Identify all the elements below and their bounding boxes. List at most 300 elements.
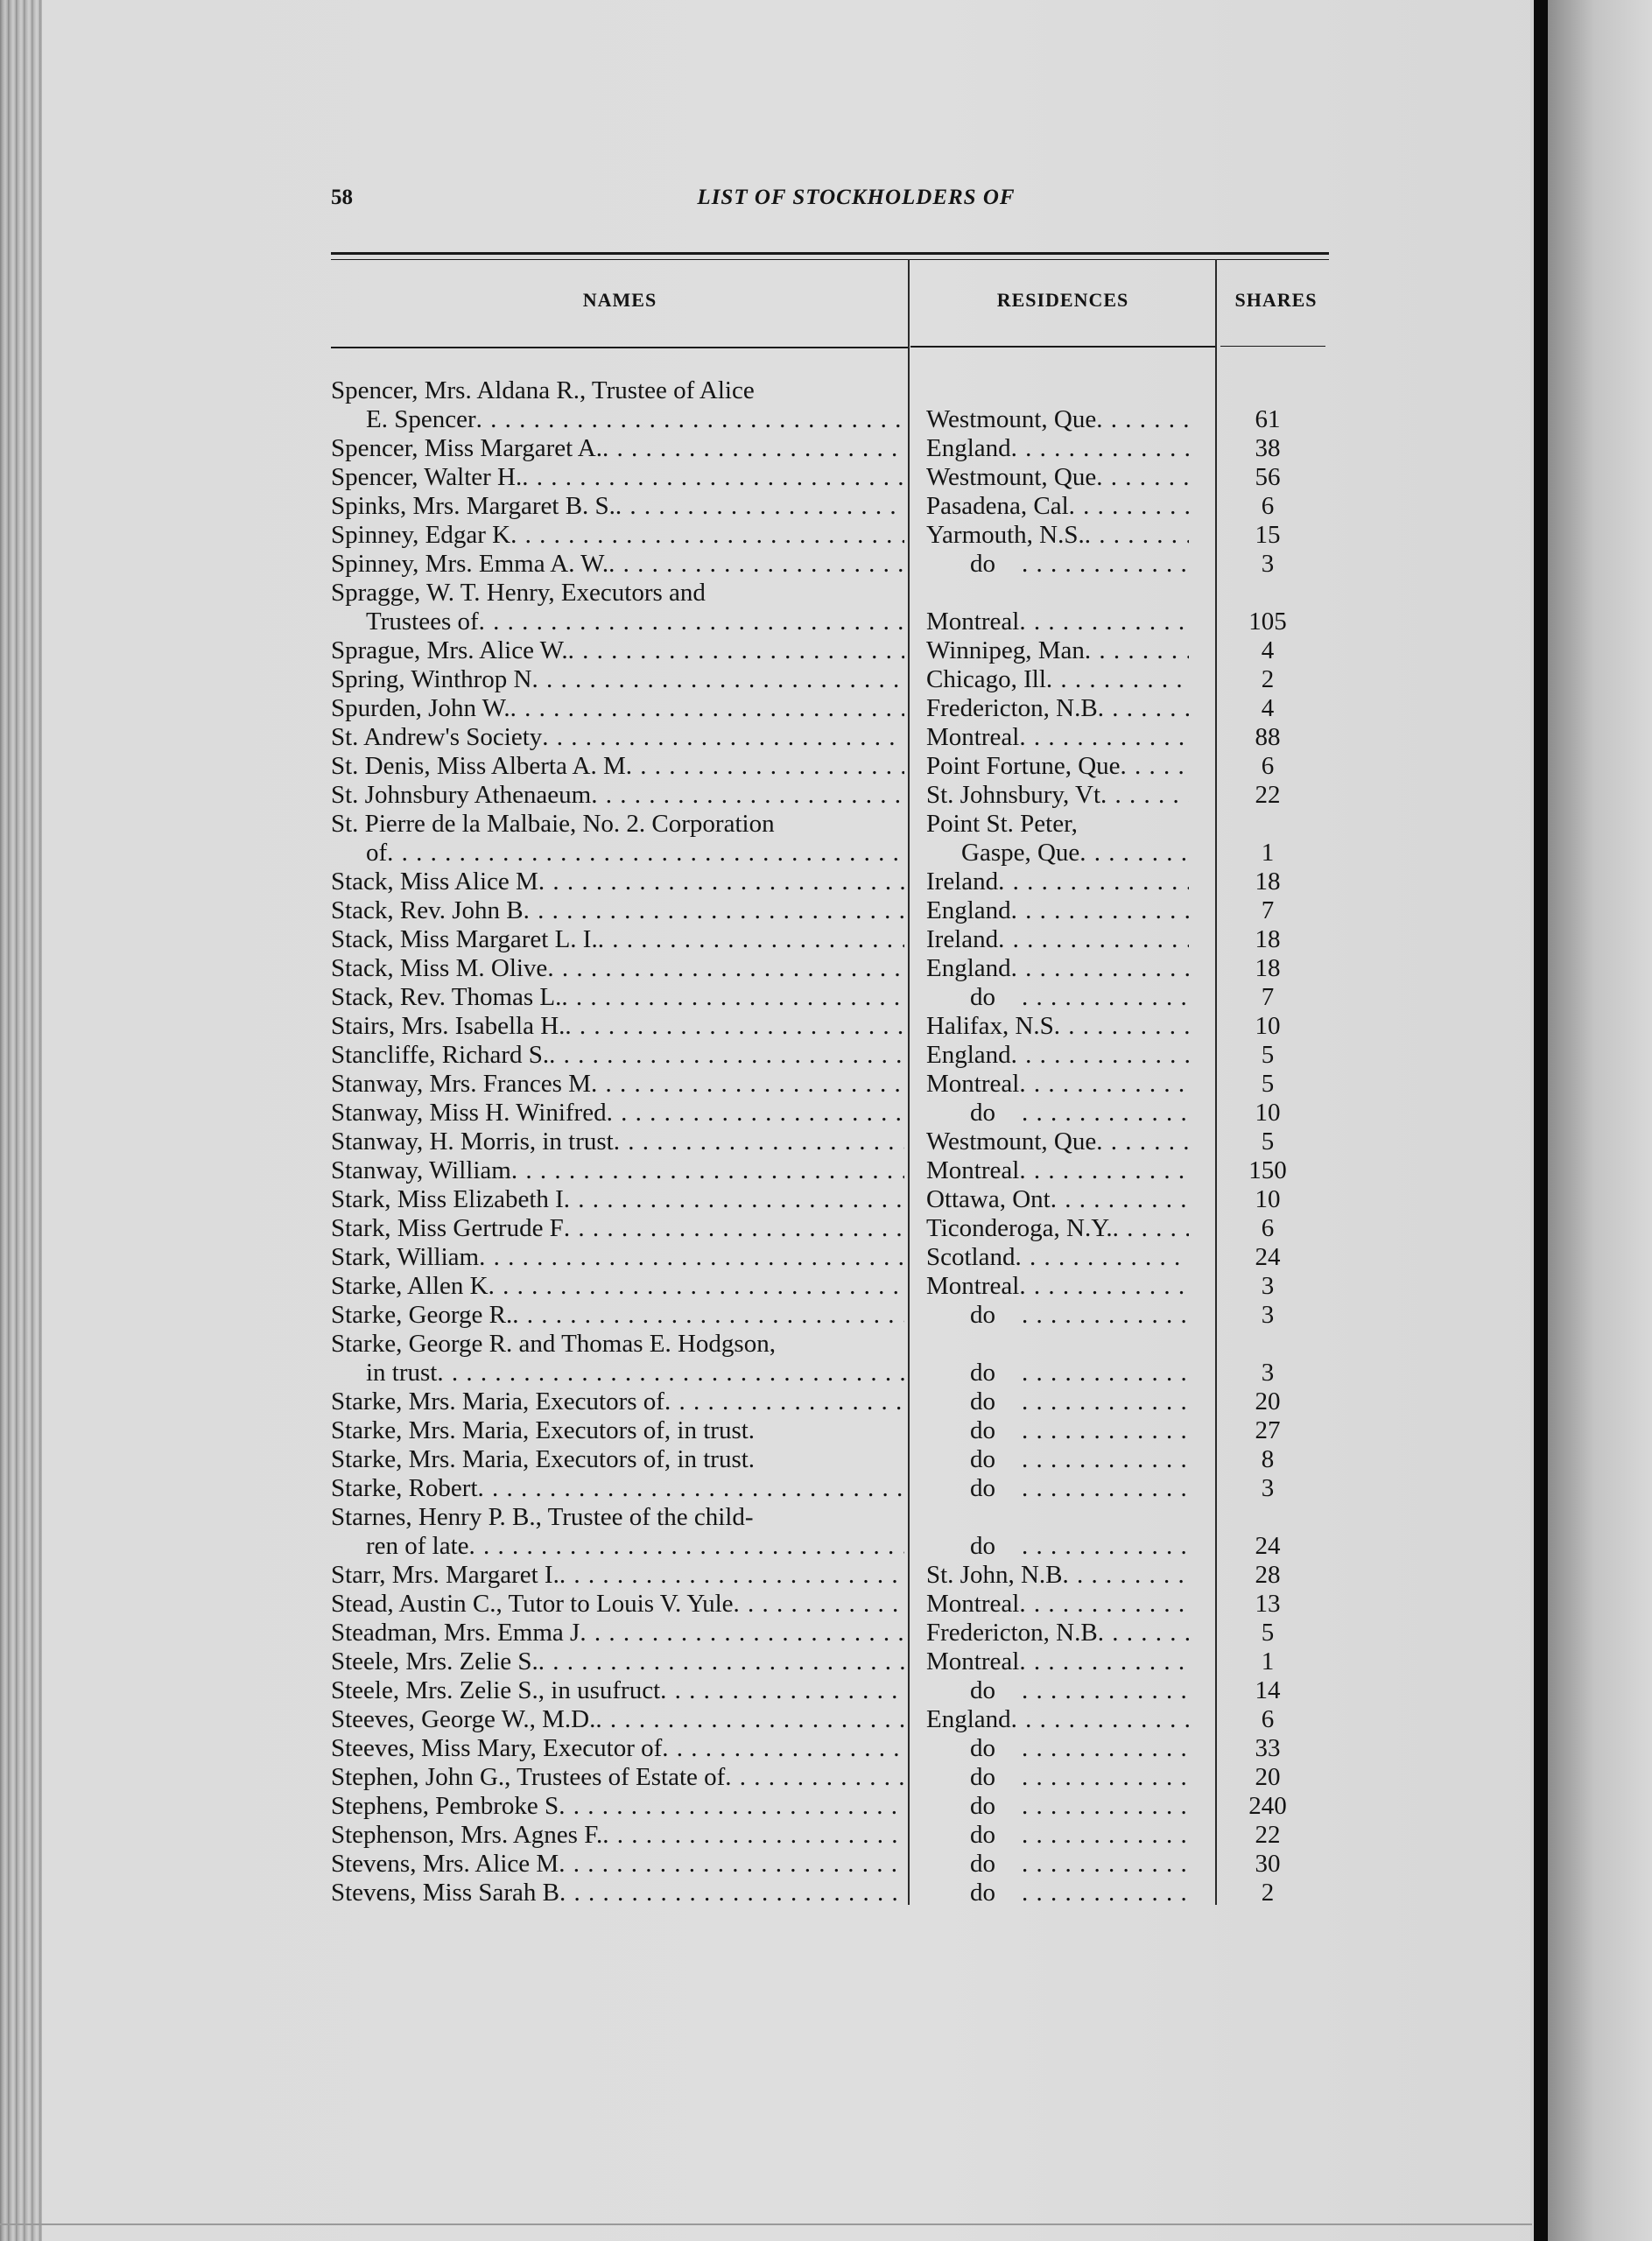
stockholder-residence (926, 1416, 1189, 1445)
dot-leader (1069, 492, 1189, 521)
dot-leader (1046, 665, 1189, 694)
dot-leader (608, 550, 904, 579)
page-bottom-edge (0, 2223, 1532, 2225)
shares-value: 5 (1261, 1041, 1275, 1069)
dot-leader (591, 1070, 904, 1099)
dot-leader (1011, 1705, 1189, 1734)
shares-value: 14 (1255, 1676, 1281, 1704)
dot-leader (510, 694, 904, 723)
stockholder-name-text: St. Andrew's Society (331, 723, 543, 751)
shares-value: 2 (1261, 665, 1275, 693)
stockholder-name (331, 1330, 904, 1359)
dot-leader (524, 896, 904, 925)
stockholder-name (331, 1705, 904, 1734)
residence-text: England (926, 954, 1011, 982)
residence-text: do (970, 1445, 995, 1473)
stockholder-name-text: Stanway, H. Morris, in trust (331, 1128, 614, 1156)
residence-text: Montreal (926, 1272, 1020, 1300)
residence-text: Montreal (926, 608, 1020, 636)
dot-leader (1019, 723, 1189, 752)
stockholder-name-text: Starnes, Henry P. B., Trustee of the child- (331, 1503, 754, 1531)
dot-leader (1022, 1850, 1189, 1879)
adjacent-page (1548, 0, 1652, 2241)
dot-leader (1011, 896, 1189, 925)
stockholder-name-text: Stephenson, Mrs. Agnes F. (331, 1821, 603, 1849)
stockholder-name-text: Stack, Miss M. Olive (331, 954, 548, 982)
stockholder-residence (926, 839, 1189, 868)
shares-value: 27 (1255, 1416, 1281, 1444)
shares-value: 13 (1255, 1590, 1281, 1618)
running-title: LIST OF STOCKHOLDERS OF (697, 186, 1016, 209)
table-row (331, 1214, 1333, 1243)
stockholder-residence (926, 1070, 1189, 1099)
dot-leader (660, 1676, 904, 1705)
stockholder-name (331, 781, 904, 810)
stockholder-name-text: Stark, Miss Elizabeth I (331, 1185, 564, 1213)
dot-leader (626, 752, 904, 781)
dot-leader (387, 839, 904, 868)
table-row (331, 579, 1333, 608)
residence-text: do (970, 1734, 995, 1762)
residence-text: Westmount, Que (926, 463, 1097, 491)
dot-leader (522, 463, 904, 492)
table-row (331, 983, 1333, 1012)
stockholder-residence (926, 810, 1189, 839)
stockholder-residence (926, 1128, 1189, 1156)
shares-value: 28 (1255, 1561, 1281, 1589)
stockholder-name-text: Stevens, Mrs. Alice M (331, 1850, 559, 1878)
dot-leader (489, 1272, 904, 1301)
table-row (331, 492, 1333, 521)
stockholder-name-text: Stephens, Pembroke S (331, 1792, 559, 1820)
table-row (331, 1445, 1333, 1474)
shares-value: 5 (1261, 1619, 1275, 1647)
dot-leader (1022, 1532, 1189, 1561)
stockholder-name (331, 954, 904, 983)
stockholder-name (331, 1734, 904, 1763)
stockholder-residence (926, 1214, 1189, 1243)
stockholder-residence (926, 896, 1189, 925)
dot-leader (662, 1734, 904, 1763)
stockholder-name-text: Starke, Robert (331, 1474, 478, 1502)
dot-leader (1019, 1272, 1189, 1301)
residence-text: England (926, 1041, 1011, 1069)
dot-leader (1019, 1590, 1189, 1619)
stockholder-residence (926, 954, 1189, 983)
table-row (331, 1590, 1333, 1619)
stockholder-name (331, 1590, 904, 1619)
shares-value: 15 (1255, 521, 1281, 549)
table-row (331, 1330, 1333, 1359)
stockholder-name (331, 579, 904, 608)
stockholder-name (331, 1416, 904, 1445)
dot-leader (469, 1532, 904, 1561)
table-row (331, 694, 1333, 723)
dot-leader (1011, 954, 1189, 983)
stockholder-name (331, 1070, 904, 1099)
stockholder-name (331, 1850, 904, 1879)
page-header (331, 186, 1329, 221)
stockholder-name (331, 376, 904, 405)
dot-leader (559, 1850, 904, 1879)
stockholder-residence (926, 1156, 1189, 1185)
shares-value: 7 (1261, 983, 1275, 1011)
residence-text: Montreal (926, 723, 1020, 751)
stockholder-name-text: Stack, Rev. Thomas L. (331, 983, 562, 1011)
stockholder-name (331, 608, 904, 636)
stockholder-name (331, 1272, 904, 1301)
stockholder-name (331, 1474, 904, 1503)
page-number: 58 (331, 186, 353, 209)
shares-value: 1 (1261, 839, 1275, 867)
dot-leader (511, 1156, 904, 1185)
dot-leader (542, 723, 904, 752)
stockholder-name (331, 868, 904, 896)
stockholder-residence (926, 463, 1189, 492)
stockholder-name-text: St. Pierre de la Malbaie, No. 2. Corporation (331, 810, 775, 838)
residence-text: Ottawa, Ont (926, 1185, 1051, 1213)
shares-value: 3 (1261, 1301, 1275, 1329)
shares-value: 22 (1255, 1821, 1281, 1849)
header-rule-shares (1220, 346, 1325, 347)
stockholder-residence (926, 1532, 1189, 1561)
stockholder-name (331, 1243, 904, 1272)
residence-text: do (970, 1532, 995, 1560)
dot-leader (734, 1590, 904, 1619)
residence-text: Gaspe, Que (961, 839, 1080, 867)
table-row (331, 434, 1333, 463)
residence-text: do (970, 1387, 995, 1416)
stockholder-residence (926, 434, 1189, 463)
table-row (331, 463, 1333, 492)
residence-text: do (970, 1301, 995, 1329)
dot-leader (1022, 1734, 1189, 1763)
stockholder-name (331, 1359, 904, 1387)
dot-leader (559, 1879, 904, 1907)
stockholder-name-text: Starke, Mrs. Maria, Executors of, in trust. (331, 1416, 756, 1444)
shares-value: 10 (1255, 1099, 1281, 1127)
shares-value: 4 (1261, 694, 1275, 722)
dot-leader (664, 1387, 904, 1416)
residence-text: do (970, 1359, 995, 1387)
stockholder-name (331, 810, 904, 839)
stockholder-residence (926, 1099, 1189, 1128)
stockholder-residence (926, 723, 1189, 752)
table-row (331, 1243, 1333, 1272)
stockholder-name-text: Steele, Mrs. Zelie S., in usufruct (331, 1676, 661, 1704)
stockholder-residence (926, 1012, 1189, 1041)
table-row (331, 839, 1333, 868)
dot-leader (1121, 752, 1189, 781)
table-row (331, 1012, 1333, 1041)
stockholder-residence (926, 1590, 1189, 1619)
stockholder-residence (926, 1792, 1189, 1821)
dot-leader (476, 405, 904, 434)
stockholder-name (331, 925, 904, 954)
dot-leader (1054, 1012, 1189, 1041)
shares-value: 33 (1255, 1734, 1281, 1762)
dot-leader (580, 1619, 904, 1647)
stockholder-residence (926, 1243, 1189, 1272)
shares-value: 3 (1261, 550, 1275, 578)
residence-text: St. Johnsbury, Vt (926, 781, 1101, 809)
stockholder-name (331, 1561, 904, 1590)
dot-leader (1022, 1445, 1189, 1474)
shares-value: 38 (1255, 434, 1281, 462)
stockholder-residence (926, 492, 1189, 521)
table-row (331, 1041, 1333, 1070)
stockholder-name (331, 463, 904, 492)
stockholder-residence (926, 1387, 1189, 1416)
stockholder-residence (926, 521, 1189, 550)
stockholder-residence (926, 694, 1189, 723)
table-row (331, 896, 1333, 925)
residence-text: Pasadena, Cal (926, 492, 1069, 520)
dot-leader (1022, 1359, 1189, 1387)
stockholder-name (331, 1792, 904, 1821)
stockholder-name (331, 839, 904, 868)
stockholder-name (331, 1387, 904, 1416)
table-row (331, 1070, 1333, 1099)
stockholder-name (331, 1619, 904, 1647)
table-row (331, 376, 1333, 405)
dot-leader (568, 636, 904, 665)
table-row (331, 868, 1333, 896)
dot-leader (1085, 521, 1189, 550)
stockholder-name-text: Stancliffe, Richard S. (331, 1041, 550, 1069)
stockholder-residence (926, 1647, 1189, 1676)
shares-value: 8 (1261, 1445, 1275, 1473)
stockholder-residence (926, 1705, 1189, 1734)
stockholder-name (331, 1012, 904, 1041)
dot-leader (547, 954, 904, 983)
dot-leader (1022, 1474, 1189, 1503)
stockholder-name-text: Stairs, Mrs. Isabella H. (331, 1012, 566, 1040)
table-row (331, 1301, 1333, 1330)
stockholder-name-text: Spencer, Mrs. Aldana R., Trustee of Alice (331, 376, 755, 404)
dot-leader (998, 868, 1189, 896)
stockholder-name (331, 983, 904, 1012)
dot-leader (1019, 1156, 1189, 1185)
book-binding-edge (0, 0, 42, 2241)
residence-text: Ireland (926, 868, 999, 896)
dot-leader (1022, 1676, 1189, 1705)
residence-text: Montreal (926, 1156, 1020, 1184)
table-row (331, 1561, 1333, 1590)
stockholder-name (331, 492, 904, 521)
residence-text: Westmount, Que (926, 405, 1097, 433)
residence-text: do (970, 1416, 995, 1444)
dot-leader (549, 1041, 904, 1070)
table-row (331, 723, 1333, 752)
stockholder-residence (926, 781, 1189, 810)
stockholder-name (331, 752, 904, 781)
stockholder-name-text: Stanway, Miss H. Winifred (331, 1099, 607, 1127)
dot-leader (478, 1474, 904, 1503)
table-row (331, 1792, 1333, 1821)
shares-value: 7 (1261, 896, 1275, 924)
stockholder-name-text: Steeves, Miss Mary, Executor of (331, 1734, 663, 1762)
shares-value: 10 (1255, 1185, 1281, 1213)
table-row (331, 665, 1333, 694)
table-row (331, 1099, 1333, 1128)
stockholder-name-text: Starke, Mrs. Maria, Executors of (331, 1387, 664, 1416)
stockholder-name-text: Starke, Mrs. Maria, Executors of, in trust. (331, 1445, 756, 1473)
table-row (331, 1879, 1333, 1907)
residence-text: Montreal (926, 1647, 1020, 1675)
residence-text: Fredericton, N.B (926, 1619, 1098, 1647)
stockholder-name-text: Spinney, Edgar K (331, 521, 511, 549)
dot-leader (437, 1359, 904, 1387)
shares-value: 18 (1255, 954, 1281, 982)
residence-text: St. John, N.B (926, 1561, 1063, 1589)
residence-text: England (926, 434, 1011, 462)
residence-text: Ticonderoga, N.Y. (926, 1214, 1113, 1242)
stockholder-name-text: Spurden, John W. (331, 694, 510, 722)
dot-leader (1096, 405, 1189, 434)
shares-value: 2 (1261, 1879, 1275, 1907)
stockholder-name-text: Stevens, Miss Sarah B (331, 1879, 559, 1907)
stockholder-name (331, 665, 904, 694)
residence-text: do (970, 550, 995, 578)
stockholder-name (331, 1128, 904, 1156)
dot-leader (538, 868, 904, 896)
shares-value: 6 (1261, 752, 1275, 780)
shares-value: 30 (1255, 1850, 1281, 1878)
stockholder-name (331, 1647, 904, 1676)
stockholder-name (331, 1532, 904, 1561)
residence-text: Montreal (926, 1070, 1020, 1098)
residence-text: do (970, 1474, 995, 1502)
residence-text: Winnipeg, Man (926, 636, 1085, 664)
table-row (331, 405, 1333, 434)
shares-value: 22 (1255, 781, 1281, 809)
stockholder-name-text: Starr, Mrs. Margaret I. (331, 1561, 559, 1589)
table-row (331, 1763, 1333, 1792)
dot-leader (602, 1821, 904, 1850)
dot-leader (615, 492, 904, 521)
dot-leader (602, 434, 904, 463)
stockholder-residence (926, 1619, 1189, 1647)
table-row (331, 1821, 1333, 1850)
stockholder-residence (926, 1821, 1189, 1850)
dot-leader (1019, 1647, 1189, 1676)
dot-leader (561, 983, 904, 1012)
shares-value: 10 (1255, 1012, 1281, 1040)
residence-text: do (970, 983, 995, 1011)
table-row (331, 1416, 1333, 1445)
stockholder-name-text: Spragge, W. T. Henry, Executors and (331, 579, 706, 607)
dot-leader (1022, 983, 1189, 1012)
stockholder-name (331, 1301, 904, 1330)
dot-leader (1096, 463, 1189, 492)
table-row (331, 1503, 1333, 1532)
dot-leader (538, 1647, 904, 1676)
stockholder-name (331, 550, 904, 579)
top-rule-thin (331, 259, 1329, 260)
stockholder-table (331, 376, 1333, 1907)
stockholder-name (331, 405, 904, 434)
dot-leader (1011, 434, 1189, 463)
shares-value: 6 (1261, 1705, 1275, 1733)
stockholder-name-text: Steele, Mrs. Zelie S. (331, 1647, 538, 1675)
column-header-names: NAMES (582, 289, 657, 311)
stockholder-residence (926, 1041, 1189, 1070)
table-row (331, 1647, 1333, 1676)
dot-leader (1022, 1301, 1189, 1330)
stockholder-name (331, 694, 904, 723)
stockholder-residence (926, 550, 1189, 579)
stockholder-name-text: Stanway, William (331, 1156, 511, 1184)
stockholder-name-text: St. Denis, Miss Alberta A. M (331, 752, 626, 780)
table-row (331, 550, 1333, 579)
column-header-shares: SHARES (1234, 289, 1318, 311)
dot-leader (1098, 1619, 1189, 1647)
dot-leader (614, 1128, 904, 1156)
residence-text: do (970, 1879, 995, 1907)
table-row (331, 1156, 1333, 1185)
stockholder-name (331, 1763, 904, 1792)
shares-value: 24 (1255, 1532, 1281, 1560)
shares-value: 105 (1248, 608, 1287, 636)
shares-value: 3 (1261, 1272, 1275, 1300)
dot-leader (1098, 694, 1189, 723)
residence-text: do (970, 1676, 995, 1704)
residence-text: Westmount, Que (926, 1128, 1097, 1156)
stockholder-name-text: of (366, 839, 388, 867)
dot-leader (564, 1185, 904, 1214)
dot-leader (1019, 1070, 1189, 1099)
shares-value: 20 (1255, 1763, 1281, 1791)
stockholder-name-text: Stack, Miss Margaret L. I. (331, 925, 598, 953)
dot-leader (479, 1243, 904, 1272)
stockholder-name-text: Starke, George R. (331, 1301, 513, 1329)
dot-leader (595, 1705, 904, 1734)
residence-text: Chicago, Ill (926, 665, 1046, 693)
shares-value: 1 (1261, 1647, 1275, 1675)
stockholder-name (331, 1185, 904, 1214)
dot-leader (1100, 781, 1189, 810)
dot-leader (479, 608, 904, 636)
dot-leader (1016, 1243, 1190, 1272)
residence-text: Ireland (926, 925, 999, 953)
dot-leader (1022, 1821, 1189, 1850)
shares-value: 5 (1261, 1070, 1275, 1098)
stockholder-name-text: in trust (366, 1359, 438, 1387)
top-rule-thick (331, 252, 1329, 255)
table-row (331, 954, 1333, 983)
stockholder-residence (926, 665, 1189, 694)
dot-leader (1063, 1561, 1189, 1590)
dot-leader (559, 1561, 904, 1590)
stockholder-name-text: Stephen, John G., Trustees of Estate of (331, 1763, 726, 1791)
stockholder-name (331, 1821, 904, 1850)
dot-leader (564, 1214, 904, 1243)
stockholder-residence (926, 405, 1189, 434)
dot-leader (1085, 636, 1189, 665)
stockholder-name-text: Spring, Winthrop N (331, 665, 532, 693)
dot-leader (1113, 1214, 1189, 1243)
stockholder-residence (926, 868, 1189, 896)
stockholder-residence (926, 1445, 1189, 1474)
stockholder-residence (926, 925, 1189, 954)
dot-leader (1051, 1185, 1189, 1214)
stockholder-residence (926, 1734, 1189, 1763)
dot-leader (1022, 1763, 1189, 1792)
stockholder-residence (926, 636, 1189, 665)
dot-leader (607, 1099, 904, 1128)
stockholder-name-text: Stead, Austin C., Tutor to Louis V. Yule (331, 1590, 734, 1618)
